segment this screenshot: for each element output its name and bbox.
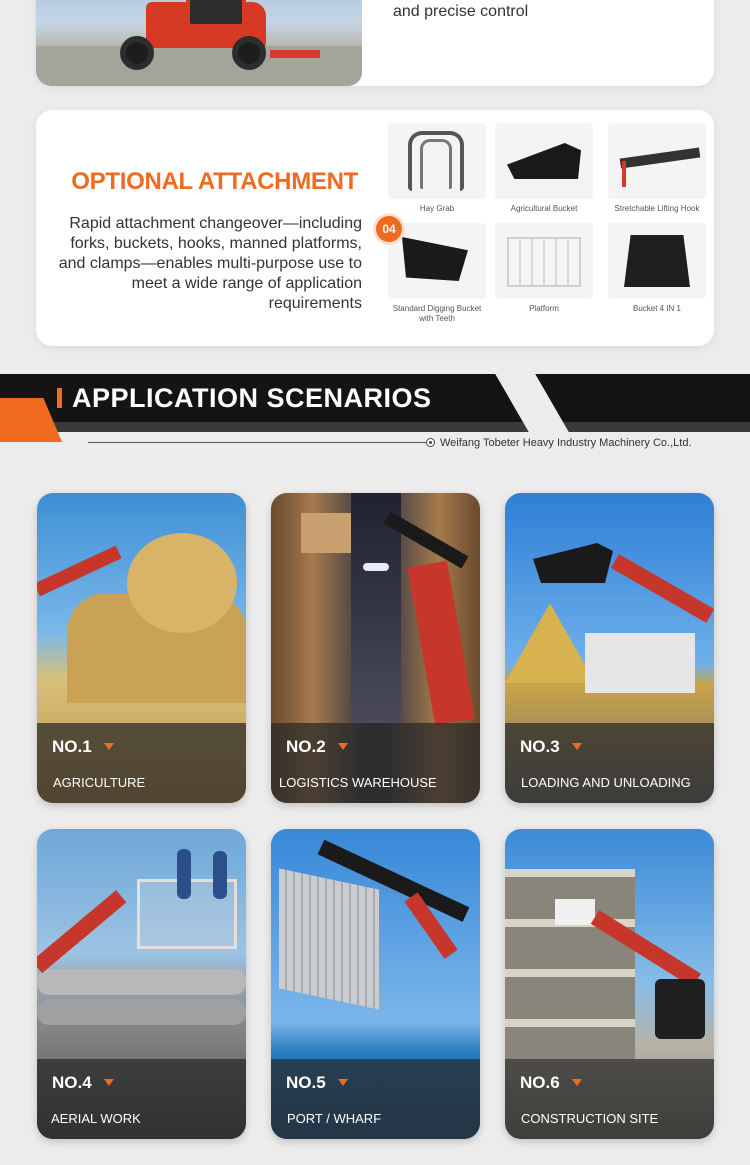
title-marker: [57, 388, 62, 408]
attachment-label: Stretchable Lifting Hook: [614, 204, 700, 213]
scenario-label: LOGISTICS WAREHOUSE: [279, 775, 437, 790]
company-rule: [88, 442, 426, 443]
attachment-label: Agricultural Bucket: [510, 204, 578, 213]
digging-bucket-image: [388, 223, 486, 299]
scenario-number: NO.1: [52, 737, 92, 756]
attachment-item-platform[interactable]: [495, 223, 593, 314]
scenario-card-port[interactable]: [271, 829, 480, 1139]
scenario-number: NO.6: [520, 1073, 560, 1092]
attachment-item-lifting-hook[interactable]: [608, 123, 706, 214]
scenario-label: AERIAL WORK: [51, 1111, 141, 1126]
caret-down-icon: [572, 1079, 582, 1086]
lifting-hook-image: [608, 123, 706, 199]
attachment-description: Rapid attachment changeover—including forks, buckets, hooks, manned platforms, and clamps—enables multi-purpose use to meet a wide range of application requirements: [58, 215, 362, 312]
scenario-label: CONSTRUCTION SITE: [521, 1111, 659, 1126]
attachment-item-digging-bucket[interactable]: [388, 223, 486, 324]
caret-down-icon: [338, 1079, 348, 1086]
scenario-card-loading[interactable]: [505, 493, 714, 803]
scenario-card-aerial[interactable]: [37, 829, 246, 1139]
scenario-number: NO.3: [520, 737, 560, 756]
scenario-number: NO.4: [52, 1073, 92, 1092]
company-dot-icon: [426, 438, 435, 447]
attachment-item-hay-grab[interactable]: [388, 123, 486, 214]
number-badge: 04: [376, 216, 402, 242]
scenario-label: AGRICULTURE: [53, 775, 146, 790]
agricultural-bucket-image: [495, 123, 593, 199]
header-underline: [0, 422, 750, 432]
feature-text: and precise control: [393, 3, 529, 20]
scenario-number: NO.5: [286, 1073, 326, 1092]
scenario-card-agriculture[interactable]: [37, 493, 246, 803]
attachment-item-bucket-4in1[interactable]: [608, 223, 706, 314]
hay-grab-image: [388, 123, 486, 199]
scenario-number: NO.2: [286, 737, 326, 756]
platform-image: [495, 223, 593, 299]
attachment-label: Standard Digging Bucket with Teeth: [392, 304, 482, 323]
caret-down-icon: [104, 1079, 114, 1086]
bucket-4in1-image: [608, 223, 706, 299]
attachment-label: Bucket 4 IN 1: [632, 304, 682, 313]
scenario-card-logistics[interactable]: [271, 493, 480, 803]
attachment-label: Hay Grab: [419, 204, 455, 213]
attachment-item-agricultural-bucket[interactable]: [495, 123, 593, 214]
telehandler-photo: [36, 0, 362, 86]
caret-down-icon: [572, 743, 582, 750]
attachment-card: [36, 110, 714, 346]
product-card: [36, 0, 714, 86]
attachment-label: Platform: [529, 304, 559, 313]
caret-down-icon: [104, 743, 114, 750]
section-title: APPLICATION SCENARIOS: [72, 383, 432, 413]
scenario-card-construction[interactable]: [505, 829, 714, 1139]
attachment-title: OPTIONAL ATTACHMENT: [71, 168, 358, 195]
scenario-label: LOADING AND UNLOADING: [521, 775, 691, 790]
company-name: Weifang Tobeter Heavy Industry Machinery Co.,Ltd.: [440, 437, 692, 449]
scenario-label: PORT / WHARF: [287, 1111, 382, 1126]
caret-down-icon: [338, 743, 348, 750]
